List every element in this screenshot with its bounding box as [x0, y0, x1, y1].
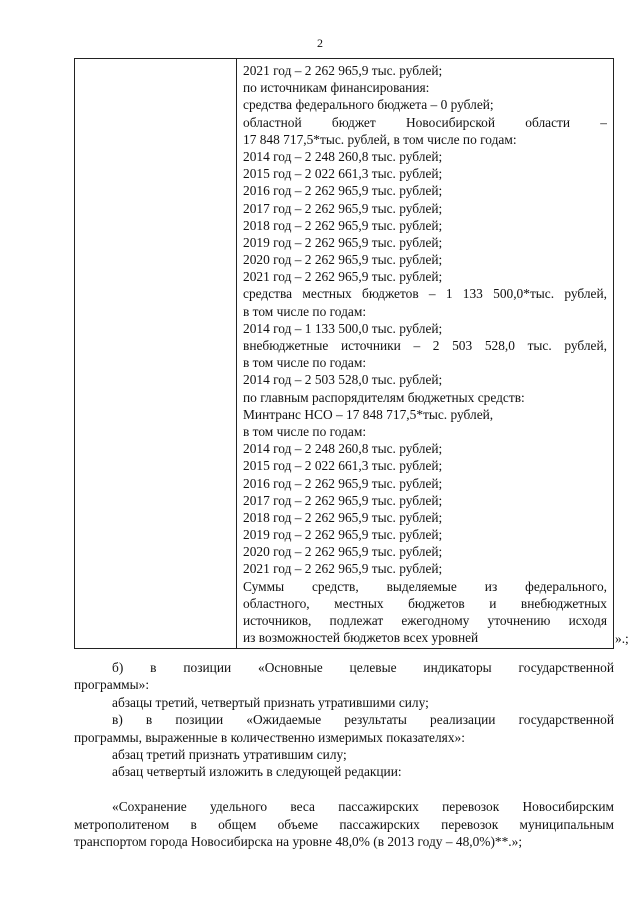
table-line: 2014 год – 2 248 260,8 тыс. рублей;	[243, 148, 443, 164]
para-v-instruction-1: абзац третий признать утратившим силу;	[112, 746, 347, 762]
new-text-line-3: транспортом города Новосибирска на уровне 48,0% (в 2013 году – 48,0%)**.»;	[74, 833, 523, 849]
table-line: 2015 год – 2 022 661,3 тыс. рублей;	[243, 458, 443, 474]
table-line: 2021 год – 2 262 965,9 тыс. рублей;	[243, 561, 443, 577]
table-line: 2021 год – 2 262 965,9 тыс. рублей;	[243, 269, 443, 285]
table-line: областного, местных бюджетов и внебюджетных	[243, 595, 607, 611]
table-line: внебюджетные источники – 2 503 528,0 тыс. рублей,	[243, 338, 607, 353]
table-line: 2014 год – 2 248 260,8 тыс. рублей;	[243, 441, 443, 457]
new-text-line-1: «Сохранение удельного веса пассажирских перевозок Новосибирским	[112, 799, 614, 815]
table-line: 2019 год – 2 262 965,9 тыс. рублей;	[243, 234, 443, 250]
new-text-line-2: метрополитеном в общем объеме пассажирских перевозок муниципальным	[74, 816, 614, 832]
table-line: по источникам финансирования:	[243, 80, 430, 96]
table-line: 2021 год – 2 262 965,9 тыс. рублей;	[243, 63, 443, 78]
table-line: в том числе по годам:	[243, 303, 367, 319]
table-right-cell	[243, 62, 607, 646]
table-line: 2020 год – 2 262 965,9 тыс. рублей;	[243, 544, 443, 560]
table-line: 2016 год – 2 262 965,9 тыс. рублей;	[243, 183, 443, 199]
closing-quote: ».;	[615, 631, 629, 646]
table-line: 2020 год – 2 262 965,9 тыс. рублей;	[243, 252, 443, 268]
table-line: 2018 год – 2 262 965,9 тыс. рублей;	[243, 217, 443, 233]
table-line: Суммы средств, выделяемые из федерального,	[243, 578, 607, 594]
para-b-heading-cont: программы»:	[74, 677, 150, 693]
table-line: 17 848 717,5*тыс. рублей, в том числе по годам:	[243, 131, 517, 147]
page-number: 2	[317, 36, 323, 50]
table-line: 2019 год – 2 262 965,9 тыс. рублей;	[243, 527, 443, 543]
table-line: 2017 год – 2 262 965,9 тыс. рублей;	[243, 492, 443, 508]
table-line: 2015 год – 2 022 661,3 тыс. рублей;	[243, 166, 443, 182]
table-line: 2014 год – 2 503 528,0 тыс. рублей;	[243, 372, 443, 388]
table-line: 2014 год – 1 133 500,0 тыс. рублей;	[243, 320, 443, 336]
para-b-instruction: абзацы третий, четвертый признать утратившими силу;	[112, 694, 429, 710]
table-line: средства местных бюджетов – 1 133 500,0*тыс. рублей,	[243, 286, 607, 302]
table-line: в том числе по годам:	[243, 423, 367, 439]
para-b-heading: б) в позиции «Основные целевые индикаторы государственной	[112, 660, 614, 675]
table-line: 2016 год – 2 262 965,9 тыс. рублей;	[243, 475, 443, 491]
table-line: Минтранс НСО – 17 848 717,5*тыс. рублей,	[243, 406, 494, 422]
table-line: 2018 год – 2 262 965,9 тыс. рублей;	[243, 509, 443, 525]
table-line: по главным распорядителям бюджетных средств:	[243, 389, 525, 405]
passport-table	[74, 58, 614, 649]
table-line: 2017 год – 2 262 965,9 тыс. рублей;	[243, 200, 443, 216]
para-v-heading-cont: программы, выраженные в количественно измеримых показателях»:	[74, 729, 465, 745]
table-line: средства федерального бюджета – 0 рублей;	[243, 97, 494, 113]
table-line: областной бюджет Новосибирской области –	[243, 114, 607, 130]
table-line: источников, подлежат ежегодному уточнению исходя	[243, 613, 607, 628]
amendment-text	[74, 659, 614, 850]
column-divider	[236, 59, 237, 648]
para-v-instruction-2: абзац четвертый изложить в следующей редакции:	[112, 764, 402, 780]
table-line: из возможностей бюджетов всех уровней	[243, 630, 479, 646]
table-line: в том числе по годам:	[243, 355, 367, 371]
para-v-heading: в) в позиции «Ожидаемые результаты реализации государственной	[112, 712, 614, 728]
